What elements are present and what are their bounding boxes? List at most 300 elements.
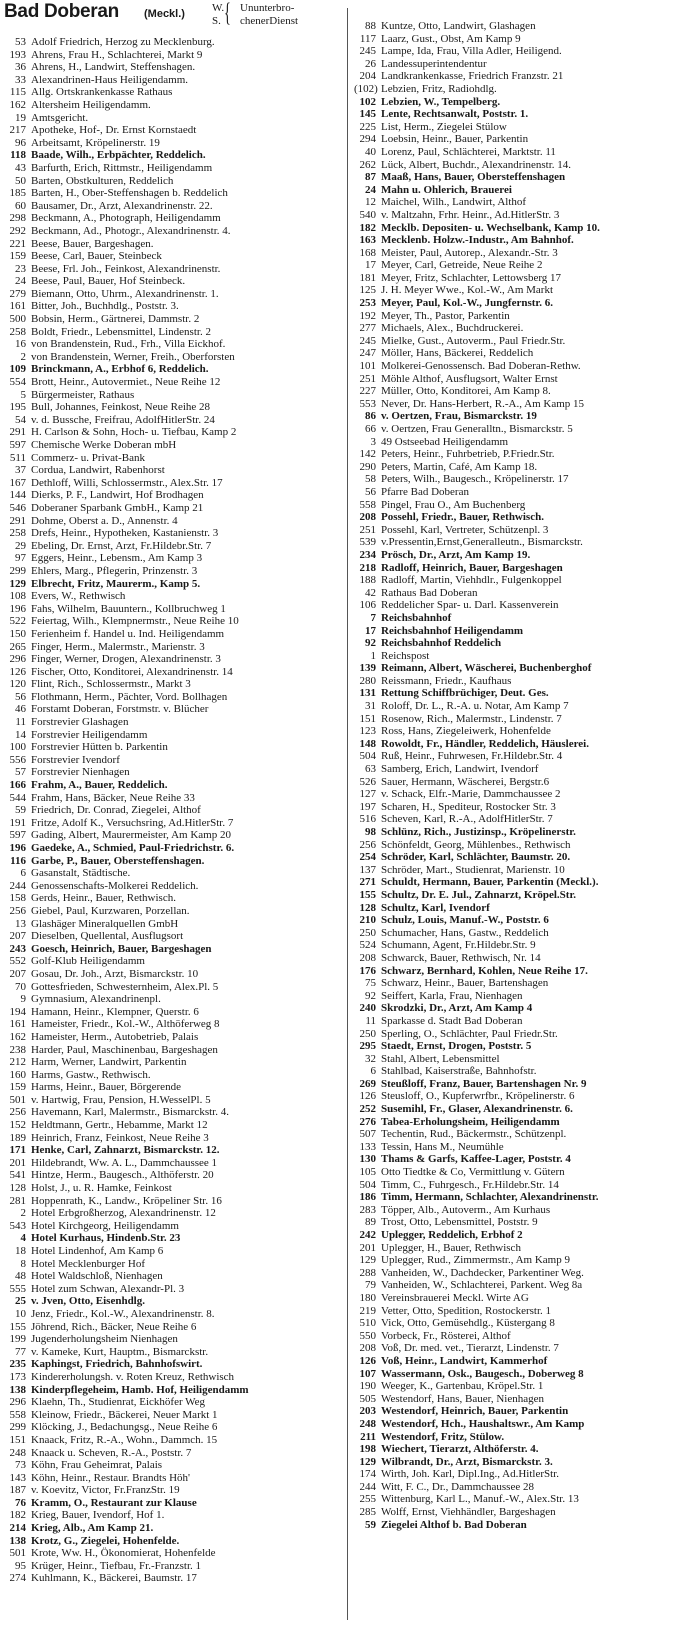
- phone-number: 245: [359, 45, 376, 58]
- entry-name: Vetter, Otto, Spedition, Rostockerstr. 1: [381, 1304, 552, 1317]
- directory-entry: [354, 1166, 692, 1179]
- entry-name: Never, Dr. Hans-Herbert, R.-A., Am Kamp 15: [381, 397, 585, 410]
- directory-entry: [354, 813, 692, 826]
- entry-name: Peters, Wilh., Baugesch., Kröpelinerstr. 17: [381, 473, 569, 486]
- phone-number: 510: [359, 1317, 376, 1330]
- directory-entry: [354, 121, 692, 134]
- phone-number: 117: [359, 32, 376, 45]
- directory-entry: [4, 61, 342, 74]
- phone-number: 280: [359, 674, 376, 687]
- entry-name: Pfarre Bad Doberan: [381, 485, 469, 498]
- directory-entry: [4, 603, 342, 616]
- directory-entry: [354, 914, 692, 927]
- directory-entry: [354, 587, 692, 600]
- phone-number: 162: [9, 1030, 26, 1043]
- entry-name: Ruß, Heinr., Fuhrwesen, Fr.Hildebr.Str. 4: [381, 750, 563, 763]
- entry-name: Golf-Klub Heiligendamm: [31, 955, 145, 968]
- directory-entry: [4, 263, 342, 276]
- directory-entry: [4, 678, 342, 691]
- directory-entry: [354, 839, 692, 852]
- directory-entry: [4, 867, 342, 880]
- directory-entry: [4, 464, 342, 477]
- phone-number: 256: [9, 904, 26, 917]
- entry-name: Beckmann, Ad., Photogr., Alexandrinenstr. 4.: [31, 224, 231, 237]
- phone-number: 277: [359, 322, 376, 335]
- phone-number: 243: [9, 942, 26, 955]
- phone-number: 33: [15, 73, 26, 86]
- phone-number: 248: [359, 1417, 376, 1430]
- phone-number: 120: [9, 678, 26, 691]
- phone-number: 133: [359, 1140, 376, 1153]
- entry-name: Glashäger Mineralquellen GmbH: [31, 917, 179, 930]
- entry-name: Gaedeke, A., Schmied, Paul-Friedrichstr. 6.: [31, 842, 235, 854]
- directory-entry: [4, 1560, 342, 1573]
- directory-entry: [4, 1069, 342, 1082]
- phone-number: 271: [359, 876, 376, 889]
- entry-name: Fischer, Otto, Konditorei, Alexandrinenstr. 14: [31, 665, 233, 678]
- directory-entry: [4, 905, 342, 918]
- phone-number: 63: [365, 763, 376, 776]
- directory-entry: [354, 524, 692, 537]
- entry-name: Lampe, Ida, Frau, Villa Adler, Heiligend.: [381, 45, 562, 58]
- entry-name: v. Oertzen, Frau, Bismarckstr. 19: [381, 410, 537, 423]
- phone-number: 13: [15, 917, 26, 930]
- entry-name: Heinrich, Franz, Feinkost, Neue Reihe 3: [31, 1131, 209, 1144]
- phone-number: 190: [359, 1380, 376, 1393]
- directory-entry: [4, 326, 342, 339]
- phone-number: 92: [365, 989, 376, 1002]
- directory-entry: [354, 398, 692, 411]
- entry-name: Hotel Lindenhof, Am Kamp 6: [31, 1245, 164, 1257]
- directory-entry: [354, 763, 692, 776]
- phone-number: 265: [9, 640, 26, 653]
- entry-name: Forstrevier Nienhagen: [31, 766, 130, 779]
- phone-number: 296: [9, 653, 26, 666]
- entry-name: Scheven, Karl, R.-A., AdolfHitlerStr. 7: [381, 813, 553, 826]
- directory-entry: [4, 1384, 342, 1397]
- phone-number: 105: [359, 1166, 376, 1179]
- entry-name: Dieselben, Quellental, Ausflugsort: [31, 930, 184, 943]
- phone-number: 288: [359, 1266, 376, 1279]
- phone-number: 251: [359, 523, 376, 536]
- phone-number: 108: [9, 590, 26, 603]
- directory-entry: [4, 1207, 342, 1220]
- w-label: W.: [212, 2, 225, 14]
- phone-number: 37: [15, 464, 26, 477]
- directory-entry: [4, 1094, 342, 1107]
- directory-entry: [354, 687, 692, 700]
- entry-name: Vanheiden, W., Dachdecker, Parkentiner Weg.: [381, 1266, 584, 1279]
- directory-entry: [354, 1053, 692, 1066]
- phone-number: 526: [359, 775, 376, 788]
- phone-number: 2: [20, 350, 26, 363]
- phone-number: 256: [9, 1106, 26, 1119]
- phone-number: 79: [365, 1279, 376, 1292]
- directory-entry: [4, 275, 342, 288]
- phone-number: 218: [359, 561, 376, 574]
- directory-entry: [4, 1333, 342, 1346]
- entry-name: Bull, Johannes, Feinkost, Neue Reihe 28: [31, 401, 211, 414]
- directory-entry: [4, 1081, 342, 1094]
- directory-entry: [4, 540, 342, 553]
- entry-name: Knaack, Fritz, R.-A., Wohn., Dammch. 15: [31, 1433, 218, 1446]
- phone-number: 6: [370, 1065, 376, 1078]
- entry-name: Schultz, Dr. E. Jul., Zahnarzt, Kröpel.Str.: [381, 888, 577, 901]
- directory-entry: [4, 716, 342, 729]
- phone-number: 128: [359, 901, 376, 914]
- phone-number: 56: [15, 690, 26, 703]
- directory-entry: [354, 536, 692, 549]
- entry-name: Forstrevier Glashagen: [31, 716, 129, 729]
- directory-entry: [4, 993, 342, 1006]
- directory-entry: [4, 414, 342, 427]
- entry-name: Flint, Rich., Schlossermstr., Markt 3: [31, 678, 191, 691]
- directory-entry: [4, 1283, 342, 1296]
- phone-number: 242: [359, 1229, 376, 1241]
- entry-name: Kindererholungsh. v. Roten Kreuz, Rethwisch: [31, 1370, 235, 1383]
- entry-name: Vick, Otto, Gemüsehdlg., Küstergang 8: [381, 1317, 555, 1330]
- phone-number: 189: [9, 1131, 26, 1144]
- entry-name: Adolf Friedrich, Herzog zu Mecklenburg.: [31, 36, 215, 48]
- phone-number: 501: [9, 1093, 26, 1106]
- phone-number: 123: [359, 725, 376, 738]
- entry-name: Fritze, Adolf K., Versuchsring, Ad.HitlerStr. 7: [31, 816, 234, 829]
- entry-name: Hotel Kirchgeorg, Heiligendamm: [31, 1219, 179, 1232]
- entry-name: Rowoldt, Fr., Händler, Reddelich, Häuslerei.: [381, 737, 589, 750]
- phone-number: 186: [359, 1191, 376, 1204]
- entry-name: Sparkasse d. Stadt Bad Doberan: [381, 1014, 523, 1027]
- directory-entry: [354, 461, 692, 474]
- entry-name: Cordua, Landwirt, Rabenhorst: [31, 464, 165, 477]
- entry-name: Altersheim Heiligendamm.: [31, 98, 151, 111]
- directory-entry: [354, 574, 692, 587]
- directory-entry: [4, 36, 342, 49]
- directory-entry: [4, 943, 342, 956]
- entry-name: Jenz, Friedr., Kol.-W., Alexandrinenstr. 8.: [31, 1307, 215, 1320]
- entry-name: Köhn, Frau Geheimrat, Palais: [31, 1459, 163, 1472]
- entry-name: Uplegger, Reddelich, Erbhof 2: [381, 1229, 523, 1241]
- entry-name: Meyer, Carl, Getreide, Neue Reihe 2: [381, 259, 543, 272]
- phone-number: 48: [15, 1270, 26, 1283]
- phone-number: 73: [15, 1459, 26, 1472]
- directory-entry: [4, 754, 342, 767]
- entry-name: Krieg, Bauer, Ivendorf, Hof 1.: [31, 1509, 165, 1522]
- directory-entry: [354, 247, 692, 260]
- phone-number: 597: [9, 439, 26, 451]
- entry-name: Beese, Frl. Joh., Feinkost, Alexandrinenstr.: [31, 262, 221, 275]
- phone-number: 281: [9, 1194, 26, 1207]
- phone-number: 254: [359, 851, 376, 864]
- entry-name: Trost, Otto, Lebensmittel, Poststr. 9: [381, 1216, 538, 1229]
- entry-name: Harms, Gastw., Rethwisch.: [31, 1068, 151, 1081]
- directory-entry: [4, 1119, 342, 1132]
- entry-name: Maaß, Hans, Bauer, Obersteffenshagen: [381, 171, 566, 184]
- phone-number: 109: [9, 363, 26, 376]
- entry-name: Ross, Hans, Ziegeleiwerk, Hohenfelde: [381, 725, 551, 738]
- phone-number: 127: [359, 788, 376, 801]
- phone-number: 255: [359, 1493, 376, 1506]
- directory-entry: [4, 288, 342, 301]
- phone-number: 505: [359, 1392, 376, 1405]
- directory-entry: [354, 1103, 692, 1116]
- phone-number: 285: [359, 1506, 376, 1519]
- entry-name: Krüger, Heinr., Tiefbau, Fr.-Franzstr. 1: [31, 1559, 202, 1572]
- directory-entry: [4, 930, 342, 943]
- directory-entry: [4, 1535, 342, 1548]
- directory-entry: [354, 713, 692, 726]
- phone-number: 56: [365, 485, 376, 498]
- entry-name: Brinckmann, A., Erbhof 6, Reddelich.: [31, 363, 209, 376]
- entry-name: Steusloff, O., Kupferwrfbr., Kröpelinerstr. 6: [381, 1090, 575, 1103]
- entry-name: Lück, Albert, Buchdr., Alexandrinenstr. 14.: [381, 158, 572, 171]
- entry-name: Voß, Heinr., Landwirt, Kammerhof: [381, 1354, 548, 1367]
- directory-entry: [4, 804, 342, 817]
- entry-name: Krote, Ww. H., Ökonomierat, Hohenfelde: [31, 1547, 216, 1560]
- directory-entry: [354, 1317, 692, 1330]
- entry-name: Kuntze, Otto, Landwirt, Glashagen: [381, 20, 536, 32]
- entry-name: Schuldt, Hermann, Bauer, Parkentin (Meckl.).: [381, 876, 599, 889]
- directory-entry: [4, 918, 342, 931]
- entry-name: Meister, Paul, Autorep., Alexandr.-Str. 3: [381, 246, 558, 259]
- entry-name: Klöcking, J., Bedachungsg., Neue Reihe 6: [31, 1421, 218, 1434]
- entry-name: Weeger, K., Gartenbau, Kröpel.Str. 1: [381, 1380, 544, 1393]
- entry-name: Müller, Otto, Konditorei, Am Kamp 8.: [381, 385, 551, 398]
- entry-name: Radloff, Martin, Viehhdlr., Fulgenkoppel: [381, 574, 562, 587]
- phone-number: 128: [9, 1182, 26, 1195]
- entry-name: von Brandenstein, Rud., Frh., Villa Eickhof.: [31, 338, 226, 351]
- directory-entry: [4, 351, 342, 364]
- phone-number: 145: [359, 108, 376, 121]
- entry-name: Töpper, Alb., Autoverm., Am Kurhaus: [381, 1203, 551, 1216]
- phone-number: 152: [9, 1119, 26, 1132]
- entry-name: Finger, Werner, Drogen, Alexandrinenstr. 3: [31, 653, 221, 666]
- directory-entry: [354, 96, 692, 109]
- phone-number: 194: [9, 1005, 26, 1018]
- directory-entry: [4, 1308, 342, 1321]
- phone-number: 66: [365, 423, 376, 435]
- entry-name: Prösch, Dr., Arzt, Am Kamp 19.: [381, 548, 531, 561]
- phone-number: 296: [9, 1396, 26, 1409]
- directory-entry: [354, 1204, 692, 1217]
- s-label: S.: [212, 15, 221, 27]
- entry-name: Uplegger, Rud., Zimmermstr., Am Kamp 9: [381, 1254, 570, 1267]
- entry-name: Chemische Werke Doberan mbH: [31, 439, 177, 451]
- directory-entry: [354, 436, 692, 449]
- directory-entry: [354, 599, 692, 612]
- directory-entry: [4, 527, 342, 540]
- directory-entry: [354, 625, 692, 638]
- directory-entry: [354, 196, 692, 209]
- directory-entry: [354, 700, 692, 713]
- phone-number: 11: [15, 716, 26, 729]
- directory-entry: [354, 1229, 692, 1242]
- entry-name: Knaack u. Scheven, R.-A., Poststr. 7: [31, 1446, 192, 1459]
- phone-number: 29: [15, 539, 26, 552]
- phone-number: 191: [9, 816, 26, 829]
- directory-entry: [4, 175, 342, 188]
- directory-entry: [4, 766, 342, 779]
- phone-number: 176: [359, 964, 376, 977]
- entry-name: Westendorf, Fritz, Stülow.: [381, 1430, 505, 1443]
- phone-number: 299: [9, 1421, 26, 1434]
- entry-name: Köhn, Heinr., Restaur. Brandts Höh': [31, 1471, 191, 1484]
- phone-number: 53: [15, 36, 26, 48]
- directory-entry: [354, 1028, 692, 1041]
- phone-number: 107: [359, 1367, 376, 1380]
- phone-number: 129: [359, 1455, 376, 1468]
- entry-name: Meyer, Paul, Kol.-W., Jungfernstr. 6.: [381, 297, 554, 310]
- entry-name: Kaphingst, Friedrich, Bahnhofswirt.: [31, 1358, 203, 1371]
- entry-name: Schlünz, Rich., Justizinsp., Kröpelinerstr.: [381, 826, 576, 838]
- phone-number: 24: [365, 183, 376, 196]
- phone-number: 161: [9, 1018, 26, 1031]
- phone-number: 118: [10, 149, 26, 162]
- phone-number: 19: [15, 111, 26, 124]
- entry-name: Peters, Heinr., Fuhrbetrieb, P.Friedr.Str.: [381, 448, 555, 461]
- entry-name: Reimann, Albert, Wäscherei, Buchenberghof: [381, 662, 592, 675]
- phone-number: 155: [359, 888, 376, 901]
- phone-number: 207: [9, 967, 26, 980]
- directory-entry: [354, 360, 692, 373]
- directory-entry: [354, 58, 692, 71]
- entry-name: Barten, Obstkulturen, Reddelich: [31, 174, 174, 187]
- entry-name: Lente, Rechtsanwalt, Poststr. 1.: [381, 108, 529, 121]
- phone-number: 197: [359, 800, 376, 813]
- phone-number: 193: [9, 48, 26, 61]
- phone-number: 54: [15, 413, 26, 426]
- entry-name: Hameister, Friedr., Kol.-W., Althöferweg 8: [31, 1018, 220, 1031]
- directory-entry: [4, 1195, 342, 1208]
- column-divider: [347, 8, 348, 1620]
- phone-number: 26: [365, 57, 376, 70]
- directory-entry: [354, 486, 692, 499]
- directory-entry: [4, 578, 342, 591]
- directory-entry: [354, 335, 692, 348]
- directory-entry: [354, 347, 692, 360]
- entry-name: Finger, Herm., Malermstr., Marienstr. 3: [31, 640, 205, 653]
- entry-name: Mecklb. Depositen- u. Wechselbank, Kamp 10.: [381, 221, 600, 234]
- entry-name: Reichsbahnhof Heiligendamm: [381, 624, 524, 637]
- directory-entry: [354, 33, 692, 46]
- entry-name: Susemihl, Fr., Glaser, Alexandrinenstr. 6.: [381, 1103, 573, 1116]
- phone-number: 217: [9, 124, 26, 137]
- directory-entry: [354, 45, 692, 58]
- phone-number: 59: [365, 1518, 376, 1531]
- entry-name: Klaehn, Th., Studienrat, Eickhöfer Weg: [31, 1396, 206, 1409]
- phone-number: 245: [359, 334, 376, 347]
- phone-number: 174: [359, 1468, 376, 1481]
- entry-name: Doberaner Sparbank GmbH., Kamp 21: [31, 501, 204, 514]
- entry-name: Vorbeck, Fr., Rösterei, Althof: [381, 1329, 511, 1342]
- directory-entry: [354, 20, 692, 33]
- phone-number: 207: [9, 930, 26, 943]
- directory-entry: [354, 902, 692, 915]
- directory-entry: [354, 1090, 692, 1103]
- phone-number: 1: [370, 649, 376, 662]
- directory-entry: [4, 552, 342, 565]
- directory-entry: [354, 234, 692, 247]
- entry-name: Schwarck, Bauer, Rethwisch, Nr. 14: [381, 951, 541, 964]
- directory-entry: [354, 83, 692, 96]
- directory-entry: [354, 952, 692, 965]
- entry-name: Schulz, Louis, Manuf.-W., Poststr. 6: [381, 914, 549, 927]
- entry-name: Hamann, Heinr., Klempner, Querstr. 6: [31, 1005, 199, 1018]
- entry-name: Beese, Paul, Bauer, Hof Steinbeck.: [31, 275, 186, 288]
- directory-entry: [4, 313, 342, 326]
- directory-entry: [4, 1031, 342, 1044]
- entry-name: Möhle Althof, Ausflugsort, Walter Ernst: [381, 372, 558, 385]
- directory-entry: [4, 300, 342, 313]
- entry-name: Hotel Waldschloß, Nienhagen: [31, 1270, 163, 1283]
- directory-entry: [4, 338, 342, 351]
- entry-name: Commerz- u. Privat-Bank: [31, 451, 145, 464]
- phone-number: (102): [354, 82, 378, 95]
- entry-name: Rettung Schiffbrüchiger, Deut. Ges.: [381, 687, 549, 700]
- entry-name: Gading, Albert, Maurermeister, Am Kamp 20: [31, 829, 231, 842]
- entry-name: Eggers, Heinr., Lebensm., Am Kamp 3: [31, 552, 203, 565]
- directory-entry: [4, 779, 342, 792]
- directory-entry: [354, 977, 692, 990]
- phone-number: 524: [359, 939, 376, 952]
- directory-entry: [354, 1040, 692, 1053]
- directory-entry: [354, 1078, 692, 1091]
- phone-number: 539: [359, 536, 376, 549]
- entry-name: Frahm, A., Bauer, Reddelich.: [31, 779, 168, 792]
- directory-entry: [4, 477, 342, 490]
- entry-name: Schumacher, Hans, Gastw., Reddelich: [381, 926, 549, 939]
- phone-number: 4: [20, 1232, 26, 1245]
- phone-number: 219: [359, 1304, 376, 1317]
- directory-entry: [354, 146, 692, 159]
- entry-name: Wirth, Joh. Karl, Dipl.Ing., Ad.HitlerStr.: [381, 1468, 559, 1481]
- directory-entry: [354, 1380, 692, 1393]
- entry-name: Henke, Carl, Zahnarzt, Bismarckstr. 12.: [31, 1144, 220, 1157]
- entry-name: Loebsin, Heinr., Bauer, Parkentin: [381, 133, 529, 146]
- phone-number: 188: [359, 574, 376, 587]
- phone-number: 14: [15, 728, 26, 741]
- directory-entry: [4, 1484, 342, 1497]
- directory-entry: [354, 1191, 692, 1204]
- entry-name: Friedrich, Dr. Conrad, Ziegelei, Althof: [31, 804, 201, 817]
- directory-entry: [354, 1179, 692, 1192]
- entry-name: Jugenderholungsheim Nienhagen: [31, 1333, 178, 1346]
- entry-name: Sperling, O., Schlächter, Paul Friedr.Str.: [381, 1027, 558, 1040]
- directory-entry: [354, 864, 692, 877]
- phone-number: 137: [359, 863, 376, 876]
- directory-entry: [354, 876, 692, 889]
- entry-name: Westendorf, Hch., Haushaltswr., Am Kamp: [381, 1417, 585, 1430]
- directory-entry: [4, 842, 342, 855]
- phone-number: 522: [9, 615, 26, 628]
- entry-name: Schultz, Karl, Ivendorf: [381, 901, 490, 914]
- directory-entry: [4, 892, 342, 905]
- directory-entry: [354, 284, 692, 297]
- entry-name: Apotheke, Hof-, Dr. Ernst Kornstaedt: [31, 124, 197, 137]
- entry-name: Laarz, Gust., Obst, Am Kamp 9: [381, 32, 521, 45]
- directory-entry: [4, 515, 342, 528]
- entry-name: Reichspost: [381, 649, 430, 662]
- directory-entry: [354, 171, 692, 184]
- directory-entry: [4, 376, 342, 389]
- entry-name: Hameister, Herm., Autobetrieb, Palais: [31, 1030, 199, 1043]
- phone-number: 210: [359, 914, 376, 927]
- directory-entry: [4, 250, 342, 263]
- directory-entry: [4, 1522, 342, 1535]
- phone-number: 95: [15, 1559, 26, 1572]
- service-note-line-1: Ununterbro-: [240, 2, 295, 14]
- directory-entry: [354, 1418, 692, 1431]
- entry-name: Tessin, Hans M., Neumühle: [381, 1140, 504, 1153]
